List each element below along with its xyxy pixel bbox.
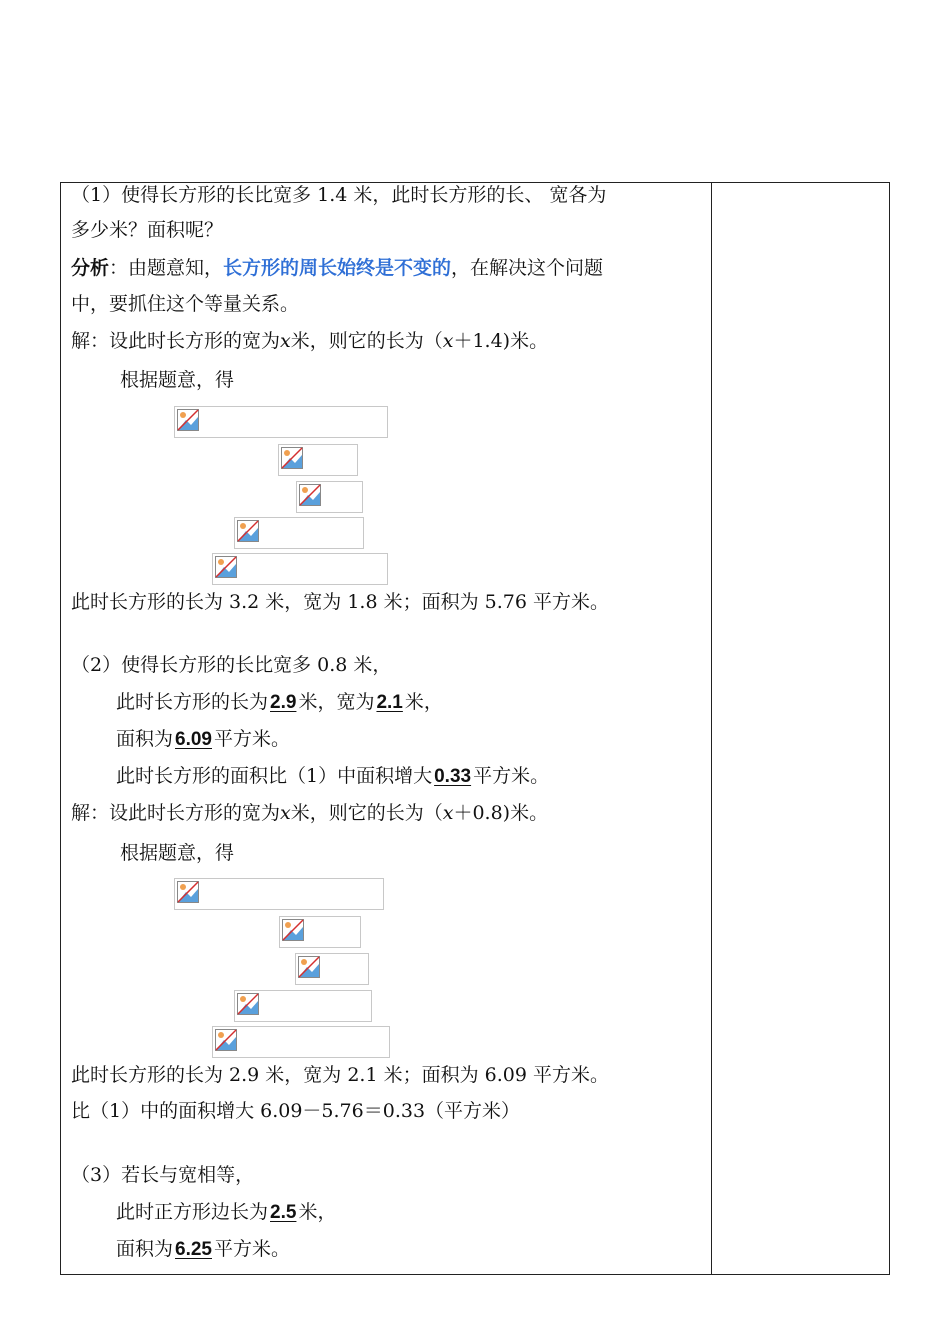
- fill-text: 此时正方形边长为: [116, 1201, 269, 1223]
- solution-text: ＋0.8)米。: [453, 802, 549, 824]
- variable-x: x: [442, 330, 454, 352]
- part2-solution: [71, 801, 548, 825]
- equation-image: [234, 990, 372, 1022]
- answer-blank-area: 6.25: [175, 1239, 212, 1260]
- equation-image: [174, 406, 388, 438]
- fill-text: 平方米。: [214, 728, 291, 750]
- answer-blank-increase: 0.33: [434, 766, 472, 787]
- solution-text: 解：设此时长方形的宽为: [71, 330, 281, 352]
- analysis-text-post: ，在解决这个问题: [451, 257, 604, 279]
- part3-side: [116, 1200, 336, 1225]
- solution-text: 米，则它的长为（: [290, 330, 443, 352]
- solution-text: 米，则它的长为（: [290, 802, 443, 824]
- fill-text: 此时长方形的长为: [116, 691, 269, 713]
- answer-blank-side: 2.5: [270, 1202, 297, 1223]
- broken-image-icon: [177, 881, 199, 903]
- broken-image-icon: [215, 1029, 237, 1051]
- equation-image: [212, 1026, 390, 1058]
- equation-image: [296, 481, 363, 513]
- part1-solution: [71, 329, 548, 353]
- part2-area: [116, 727, 290, 752]
- fill-text: 米，: [298, 1201, 337, 1223]
- fill-text: 面积为: [116, 728, 174, 750]
- fill-text: 面积为: [116, 1238, 174, 1260]
- broken-image-icon: [299, 484, 321, 506]
- part2-result: 此时长方形的长为 2.9 米，宽为 2.1 米；面积为 6.09 平方米。: [71, 1064, 609, 1086]
- equation-image: [279, 916, 361, 948]
- part1-question-line2: 多少米？面积呢？: [71, 219, 224, 241]
- fill-text: 平方米。: [214, 1238, 291, 1260]
- broken-image-icon: [237, 993, 259, 1015]
- table-column-divider: [711, 182, 712, 1275]
- broken-image-icon: [237, 520, 259, 542]
- variable-x: x: [442, 802, 454, 824]
- variable-x: x: [280, 330, 291, 352]
- solution-text: 解：设此时长方形的宽为: [71, 802, 281, 824]
- answer-blank-length: 2.9: [270, 692, 297, 713]
- answer-blank-area: 6.09: [175, 729, 212, 750]
- broken-image-icon: [298, 956, 320, 978]
- fill-text: 米，宽为: [298, 691, 375, 713]
- broken-image-icon: [215, 556, 237, 578]
- part1-analysis: [71, 256, 603, 280]
- variable-x: x: [280, 802, 291, 824]
- solution-text: ＋1.4)米。: [453, 330, 549, 352]
- analysis-label: 分析: [71, 257, 110, 279]
- broken-image-icon: [281, 447, 303, 469]
- equation-image: [234, 517, 364, 549]
- broken-image-icon: [177, 409, 199, 431]
- equation-image: [174, 878, 384, 910]
- part2-length-width: [116, 690, 443, 715]
- equation-image: [212, 553, 388, 585]
- answer-blank-width: 2.1: [376, 692, 403, 713]
- part1-question-line1: （1）使得长方形的长比宽多 1.4 米，此时长方形的长、 宽各为: [71, 184, 607, 206]
- fill-text: 平方米。: [473, 765, 550, 787]
- equation-image: [295, 953, 369, 985]
- part1-according: 根据题意，得: [120, 369, 235, 391]
- analysis-key-phrase: 长方形的周长始终是不变的: [223, 257, 452, 279]
- part1-analysis-line2: 中，要抓住这个等量关系。: [71, 293, 300, 315]
- part3-area: [116, 1237, 290, 1262]
- part2-according: 根据题意，得: [120, 842, 235, 864]
- fill-text: 米，: [404, 691, 443, 713]
- part2-compare: 比（1）中的面积增大 6.09－5.76＝0.33（平方米）: [71, 1100, 521, 1122]
- part3-question: （3）若长与宽相等，: [71, 1164, 255, 1186]
- equation-image: [278, 444, 358, 476]
- fill-text: 此时长方形的面积比（1）中面积增大: [116, 765, 433, 787]
- part1-result: 此时长方形的长为 3.2 米，宽为 1.8 米；面积为 5.76 平方米。: [71, 591, 609, 613]
- broken-image-icon: [282, 919, 304, 941]
- part2-increase: [116, 764, 549, 789]
- part2-question: （2）使得长方形的长比宽多 0.8 米，: [71, 654, 392, 676]
- analysis-text-pre: ：由题意知，: [109, 257, 224, 279]
